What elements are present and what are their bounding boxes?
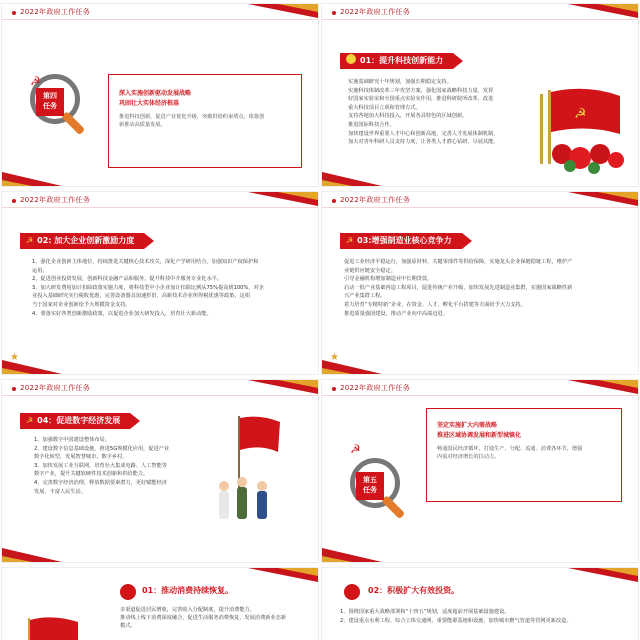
ribbon-decoration-icon — [568, 4, 638, 22]
section-body — [340, 608, 632, 626]
ribbon-decoration-icon — [248, 568, 318, 586]
body-line: 数字化转型，发展智慧城市、数字乡村。 — [34, 454, 128, 461]
magnifier-icon — [344, 454, 408, 518]
body-line: 2、促进创业投资发展，创新科技金融产品和服务，提升科技中介服务专业化水平。 — [32, 276, 223, 283]
svg-text:☭: ☭ — [574, 106, 587, 122]
body-line: 推动线上线下消费深度融合，促进生活服务消费恢复，发展消费新业态新 — [120, 615, 287, 621]
body-line: 4、要落实好各类创新激励政策，以促进企业加大研发投入，培育壮大新动能。 — [32, 310, 212, 317]
task-content-box — [108, 74, 302, 168]
header-title: 2022年政府工作任务 — [20, 8, 91, 16]
header-title: 2022年政府工作任务 — [340, 8, 411, 16]
star-icon: ★ — [330, 352, 339, 363]
body-line: 4、完善数字经济治理，释放数据要素潜力，更好赋能经济 — [34, 479, 167, 486]
corner-flag-decoration-icon — [322, 166, 382, 186]
national-emblem-icon — [120, 584, 136, 600]
corner-flag-decoration-icon — [2, 166, 62, 186]
body-line: 促进工业经济平稳运行，加强原材料、关键零部件等供给保障，实施龙头企业保链稳链工程，维护产 — [344, 259, 573, 265]
body-line: 业链供应链安全稳定。 — [344, 267, 396, 274]
header-title: 2022年政府工作任务 — [340, 196, 411, 204]
corner-flag-decoration-icon — [2, 542, 62, 562]
section-heading: 02：积极扩大有效投资。 — [368, 586, 460, 595]
slide-task-five[interactable] — [322, 380, 638, 562]
slide-task-four[interactable] — [2, 4, 318, 186]
section-heading: ☭ 02: 加大企业创新激励力度 — [20, 233, 144, 249]
body-line: 着力培育“专精特新”企业，在资金、人才、孵化平台搭建等方面给予大力支持。 — [344, 301, 526, 308]
body-line: 实施科技体制改革三年攻坚方案，强化国家战略科技力量，发挥 — [348, 87, 494, 94]
slide-investment[interactable] — [322, 568, 638, 640]
body-line: 运用。 — [32, 267, 48, 274]
body-line: 3、加大研发费用加计扣除政策实施力度，将科技型中小企业加计扣除比例从75%提高到100%，对企 — [32, 284, 264, 291]
task-description-2: 新推动高质量发展。 — [119, 122, 166, 128]
body-line: 1、强化企业创新主体地位，持续推进关键核心技术攻关，深化产学研用结合。加强知识产权保护和 — [32, 259, 259, 265]
task-headline-1: 深入实施创新驱动发展战略 — [119, 90, 192, 97]
task-headline-1: 坚定实施扩大内需战略 — [437, 422, 498, 429]
body-line: 推进质量强国建设，推动产业向中高端迈进。 — [344, 310, 448, 317]
corner-flag-decoration-icon — [322, 354, 382, 374]
ribbon-decoration-icon — [248, 4, 318, 22]
party-emblem-icon: ☭ — [30, 74, 41, 88]
section-body — [34, 436, 198, 496]
section-heading: ☭ 03:增强制造业核心竞争力 — [340, 233, 462, 249]
header-title: 2022年政府工作任务 — [20, 384, 91, 392]
slide-tech-innovation[interactable] — [322, 4, 638, 186]
section-body — [348, 78, 548, 147]
task-text — [437, 421, 582, 461]
star-icon: ★ — [10, 352, 19, 363]
party-emblem-icon: ☭ — [350, 442, 361, 456]
slide-enterprise-innovation[interactable] — [2, 192, 318, 374]
body-line: 业投入基础研究实行税收优惠，完善设备器具加速折旧、高新技术企业所得税优惠等政策，这相 — [32, 293, 250, 300]
party-flag-flowers-icon — [532, 84, 632, 174]
party-emblem-icon: ☭ — [26, 236, 34, 245]
header-dot-icon — [332, 199, 336, 203]
body-line: 多渠道促进居民增收，完善收入分配制度，提升消费能力。 — [120, 607, 255, 613]
slide-digital-economy[interactable] — [2, 380, 318, 562]
task-headline-2: 推进区域协调发展和新型城镇化 — [437, 432, 522, 439]
body-line: 2、建设重点水利工程、综合立体交通网、重要能源基地和设施，加快城市燃气管道等管网更新改造。 — [340, 618, 572, 624]
body-line: 加大对青年科研人员支持力度，让各类人才潜心钻研、尽展其能。 — [348, 139, 499, 146]
body-line: 1、围绕国家重大战略部署和“十四五”规划，适度超前开展基础设施建设。 — [340, 609, 510, 615]
task-description-1: 畅通国民经济循环，打通生产、分配、流通、消费各环节，增强 — [437, 446, 583, 452]
task-text — [119, 89, 264, 129]
body-line: 支持各地加大科技投入，开展各具特色的区域创新。 — [348, 113, 468, 120]
task-label: 第五 任务 — [356, 472, 384, 500]
header-title: 2022年政府工作任务 — [340, 384, 411, 392]
body-line: 引导金融机构增加制造业中长期贷款。 — [344, 276, 433, 283]
header-dot-icon — [332, 11, 336, 15]
body-line: 模式。 — [120, 623, 136, 629]
body-line: 加快建设世界重要人才中心和创新高地，完善人才发展体制机制， — [348, 130, 499, 137]
slide-consumption[interactable] — [2, 568, 318, 640]
header-dot-icon — [12, 11, 16, 15]
body-line: 2、建设数字信息基础设施，推进5G规模化应用，促进产业 — [34, 445, 170, 452]
section-body — [344, 258, 628, 318]
task-description-1: 推进科技创新，促进产业优化升级，突破供给约束堵点，依靠创 — [119, 114, 265, 120]
body-line: 当于国家对企业创新给予大规模资金支持。 — [32, 301, 131, 308]
header-dot-icon — [12, 199, 16, 203]
ribbon-decoration-icon — [248, 192, 318, 210]
ribbon-decoration-icon — [248, 380, 318, 398]
body-line: 数字产业，提升关键软硬件技术创新和供给能力。 — [34, 471, 149, 478]
body-line: 1、加强数字中国建设整体布局。 — [34, 437, 110, 443]
party-emblem-icon: ☭ — [26, 416, 34, 425]
task-description-2: 内需对经济增长的拉动力。 — [437, 454, 500, 460]
ribbon-decoration-icon — [568, 192, 638, 210]
ribbon-decoration-icon — [568, 568, 638, 586]
soldiers-flag-illustration-icon — [208, 412, 288, 532]
body-line: 好国家实验室和全国重点实验室作用，推进科研院所改革，改进 — [348, 96, 494, 103]
party-emblem-icon: ☭ — [346, 236, 354, 245]
task-content-box — [426, 408, 622, 502]
section-body — [32, 258, 308, 318]
body-line: 推进国际科技合作。 — [348, 121, 395, 128]
body-line: 兴产业集群工程。 — [344, 293, 386, 300]
ribbon-decoration-icon — [568, 380, 638, 398]
header-dot-icon — [332, 387, 336, 391]
body-line: 发展、丰富人民生活。 — [34, 488, 86, 495]
corner-flag-decoration-icon — [2, 354, 62, 374]
section-heading: ☭ 04：促进数字经济发展 — [20, 413, 130, 429]
party-flag-icon — [22, 614, 82, 640]
body-line: 启动一批产业基础再造工程项目，促进传统产业升级，加快发展先进制造业集群，实施国家战略性新 — [344, 284, 573, 291]
body-line: 实施基础研究十年规划，加强长期稳定支持。 — [348, 79, 452, 85]
slide-manufacturing[interactable] — [322, 192, 638, 374]
section-body — [120, 606, 310, 630]
task-headline-2: 巩固壮大实体经济根基 — [119, 100, 180, 107]
task-label: 第四 任务 — [36, 88, 64, 116]
section-heading: 01：提升科技创新能力 — [340, 53, 453, 69]
body-line: 3、加快发展工业互联网，培育壮大集成电路、人工智能等 — [34, 462, 167, 469]
body-line: 重大科技项目立项和管理方式。 — [348, 104, 421, 111]
header-dot-icon — [12, 387, 16, 391]
section-heading: 01：推动消费持续恢复。 — [142, 586, 234, 595]
national-emblem-icon — [344, 584, 360, 600]
corner-flag-decoration-icon — [322, 542, 382, 562]
header-title: 2022年政府工作任务 — [20, 196, 91, 204]
national-emblem-icon — [346, 54, 356, 64]
